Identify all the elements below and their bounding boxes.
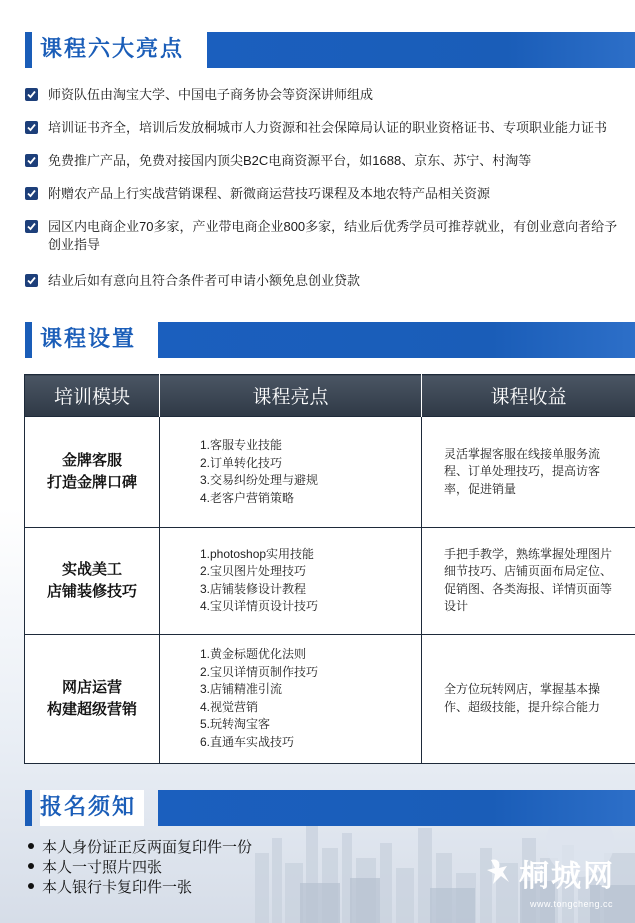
highlight-line: 2.宝贝详情页制作技巧 xyxy=(200,664,319,679)
highlight-text: 结业后如有意向且符合条件者可申请小额免息创业贷款 xyxy=(48,273,361,288)
highlight-line: 1.黄金标题优化法则 xyxy=(200,647,307,662)
section-marker xyxy=(25,32,32,68)
module-name: 实战美工 xyxy=(61,560,122,578)
highlight-line: 1.photoshop实用技能 xyxy=(200,546,315,561)
checkbox-checked-icon xyxy=(25,274,38,287)
highlights-section-title: 课程六大亮点 xyxy=(40,32,192,68)
highlight-line: 3.交易纠纷处理与避规 xyxy=(200,473,319,488)
highlight-line: 6.直通车实战技巧 xyxy=(200,734,295,749)
checkbox-checked-icon xyxy=(25,220,38,233)
logo-name: 桐城网 xyxy=(519,859,615,894)
highlights-cell xyxy=(160,634,422,763)
highlight-item xyxy=(25,185,625,203)
column-header: 培训模块 xyxy=(25,375,160,417)
section-header-bar xyxy=(158,322,635,358)
checkbox-checked-icon xyxy=(25,187,38,200)
section-marker xyxy=(25,790,32,826)
highlight-line: 5.玩转淘宝客 xyxy=(200,717,271,732)
checkbox-checked-icon xyxy=(25,121,38,134)
column-header: 课程亮点 xyxy=(160,375,422,417)
highlights-cell xyxy=(160,417,422,528)
highlight-item xyxy=(25,86,625,104)
table-row xyxy=(25,417,635,528)
requirement-text: 本人一寸照片四张 xyxy=(42,858,163,876)
module-subtitle: 打造金牌口碑 xyxy=(46,474,137,492)
highlights-section-header xyxy=(25,32,635,68)
checkbox-checked-icon xyxy=(25,88,38,101)
logo-figure-icon xyxy=(485,856,513,891)
highlight-line: 1.客服专业技能 xyxy=(200,438,283,453)
section-marker xyxy=(25,322,32,358)
highlight-line: 4.视觉营销 xyxy=(200,699,259,714)
highlight-text: 园区内电商企业70多家，产业带电商企业800多家，结业后优秀学员可推荐就业，有创业意向者给予创业指导 xyxy=(48,219,618,252)
highlight-line: 4.宝贝详情页设计技巧 xyxy=(200,599,319,614)
logo-url: www.tongcheng.cc xyxy=(529,899,613,909)
column-header: 课程收益 xyxy=(422,375,635,417)
table-row xyxy=(25,528,635,634)
module-cell xyxy=(25,634,160,763)
highlight-item xyxy=(25,119,625,137)
section-header-bar xyxy=(207,32,635,68)
requirement-text: 本人身份证正反两面复印件一份 xyxy=(42,838,253,856)
checkbox-checked-icon xyxy=(25,154,38,167)
highlight-text: 师资队伍由淘宝大学、中国电子商务协会等资深讲师组成 xyxy=(48,87,374,102)
settings-section-title: 课程设置 xyxy=(40,322,144,358)
table-row xyxy=(25,634,635,763)
highlight-line: 3.店铺精准引流 xyxy=(200,682,283,697)
bullet-icon xyxy=(28,883,34,889)
bullet-icon xyxy=(28,863,34,869)
module-subtitle: 构建超级营销 xyxy=(46,700,137,718)
course-table xyxy=(24,374,635,764)
highlight-text: 培训证书齐全，培训后发放桐城市人力资源和社会保障局认证的职业资格证书、专项职业能力证书 xyxy=(48,120,608,135)
requirement-item xyxy=(25,856,252,876)
highlight-item xyxy=(25,218,625,254)
module-cell xyxy=(25,528,160,634)
gains-cell: 灵活掌握客服在线接单服务流程、订单处理技巧，提高访客率，促进销量 xyxy=(422,417,635,528)
gains-cell: 手把手教学，熟练掌握处理图片细节技巧、店铺页面布局定位、促销图、各类海报、详情页面等设计 xyxy=(422,528,635,634)
highlight-line: 2.订单转化技巧 xyxy=(200,455,283,470)
highlight-line: 4.老客户营销策略 xyxy=(200,490,295,505)
site-logo xyxy=(485,851,615,895)
highlight-line: 3.店铺装修设计教程 xyxy=(200,581,307,596)
module-name: 金牌客服 xyxy=(61,452,122,470)
module-cell xyxy=(25,417,160,528)
requirement-item xyxy=(25,876,252,896)
highlight-item xyxy=(25,152,625,170)
table-header-row xyxy=(25,375,635,417)
module-subtitle: 店铺装修技巧 xyxy=(46,582,137,600)
bullet-icon xyxy=(28,843,34,849)
highlight-text: 免费推广产品，免费对接国内顶尖B2C电商资源平台，如1688、京东、苏宁、村淘等 xyxy=(48,153,532,168)
highlights-cell xyxy=(160,528,422,634)
highlight-line: 2.宝贝图片处理技巧 xyxy=(200,564,307,579)
signup-section-title: 报名须知 xyxy=(40,790,144,826)
signup-section-header xyxy=(25,790,635,826)
requirements-list xyxy=(25,836,252,896)
highlight-text: 附赠农产品上行实战营销课程、新微商运营技巧课程及本地农特产品相关资源 xyxy=(48,186,491,201)
settings-section-header xyxy=(25,322,635,358)
requirement-text: 本人银行卡复印件一张 xyxy=(42,878,193,896)
highlight-item xyxy=(25,272,625,290)
requirement-item xyxy=(25,836,252,856)
gains-cell: 全方位玩转网店，掌握基本操作、超级技能，提升综合能力 xyxy=(422,634,635,763)
section-header-bar xyxy=(158,790,635,826)
module-name: 网店运营 xyxy=(61,678,122,696)
